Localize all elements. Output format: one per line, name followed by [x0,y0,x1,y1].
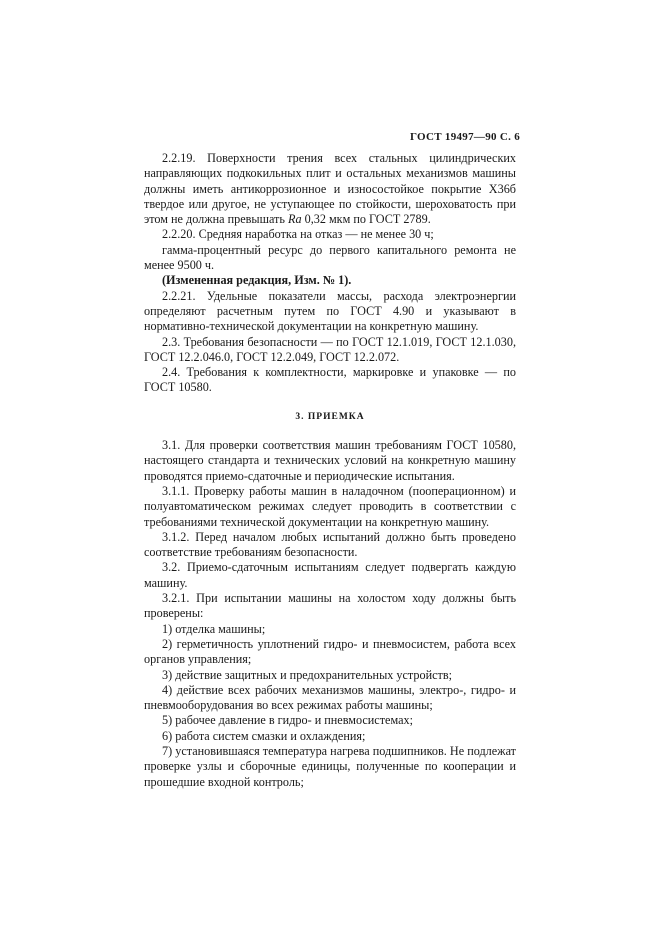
page-body [144,151,516,790]
paragraph-2-2-19 [144,151,516,227]
roughness-symbol: Ra [288,212,302,227]
paragraph-2-2-20-resource: гамма-процентный ресурс до первого капитального ремонта не менее 9500 ч. [144,242,516,273]
amendment-note: (Измененная редакция, Изм. № 1). [162,273,352,288]
list-item: 3) действие защитных и предохранительных устройств; [162,667,452,682]
paragraph-3-2-1: 3.2.1. При испытании машины на холостом ходу должны быть проверены: [144,591,516,621]
paragraph-3-1-2: 3.1.2. Перед началом любых испытаний должно быть проведено соответствие требованиям безопасности. [144,529,516,560]
list-item: 2) герметичность уплотнений гидро- и пневмосистем, работа всех органов управления; [144,636,516,667]
paragraph-3-1: 3.1. Для проверки соответствия машин требованиям ГОСТ 10580, настоящего стандарта и технических условий на конкретную машину проводятся приемо-сдаточные и периодические испытания. [144,438,516,483]
paragraph-2-2-19-end: 0,32 мкм по ГОСТ 2789. [301,212,431,227]
paragraph-2-2-20: 2.2.20. Средняя наработка на отказ — не менее 30 ч; [162,227,434,242]
paragraph-3-1-1: 3.1.1. Проверку работы машин в наладочном (пооперационном) и полуавтоматическом режимах следует проводить в соответствии с требованиями технической документации на конкретную машину. [144,483,516,529]
paragraph-2-3: 2.3. Требования безопасности — по ГОСТ 12.1.019, ГОСТ 12.1.030, ГОСТ 12.2.046.0, ГОСТ 12.2.049, ГОСТ 12.2.072. [144,334,516,364]
paragraph-2-2-21: 2.2.21. Удельные показатели массы, расхода электроэнергии определяют расчетным путем по ГОСТ 4.90 и указывают в нормативно-технической документации на конкретную машину. [144,288,516,334]
paragraph-2-4: 2.4. Требования к комплектности, маркировке и упаковке — по ГОСТ 10580. [144,365,516,395]
list-item: 4) действие всех рабочих механизмов машины, электро-, гидро- и пневмооборудования во всех режимах работы машины; [144,682,516,713]
list-item: 1) отделка машины; [162,621,266,636]
paragraph-3-2: 3.2. Приемо-сдаточным испытаниям следует подвергать каждую машину. [144,560,516,590]
paragraph-2-2-19-text: 2.2.19. Поверхности трения всех стальных цилиндрических направляющих подкокильных плит и остальных механизмов машины должны иметь антикоррозионное и износостойкое покрытие Х36б твердое или другое, не уступающее по стойкости, шероховатость при этом не должна превышать [144,151,516,227]
list-item: 6) работа систем смазки и охлаждения; [162,728,366,743]
list-item: 7) установившаяся температура нагрева подшипников. Не подлежат проверке узлы и сборочные единицы, полученные по кооперации и прошедшие входной контроль; [144,743,516,789]
running-head: ГОСТ 19497—90 С. 6 [409,131,520,143]
list-item: 5) рабочее давление в гидро- и пневмосистемах; [162,713,413,728]
section-title: 3. ПРИЕМКА [295,411,365,422]
